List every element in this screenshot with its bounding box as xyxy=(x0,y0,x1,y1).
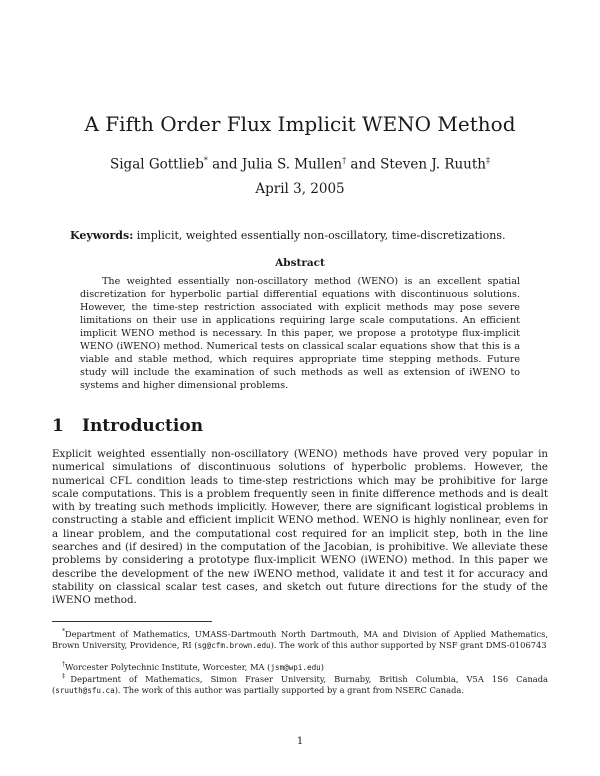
author-separator: and xyxy=(346,156,381,173)
keywords xyxy=(70,229,540,243)
section-number: 1 xyxy=(52,416,64,436)
footnote-mark: † xyxy=(62,661,65,668)
paper-title: A Fifth Order Flux Implicit WENO Method xyxy=(84,112,516,136)
keywords-text: implicit, weighted essentially non-oscillatory, time-discretizations. xyxy=(133,229,506,242)
footnote-3 xyxy=(52,671,548,696)
footnote-text: Department of Mathematics, UMASS-Dartmouth North Dartmouth, MA and Division of Applied Mathematics, Brown University, Providence, RI ( xyxy=(52,628,548,650)
footnote-rule xyxy=(52,621,212,622)
author-mark: † xyxy=(342,156,347,165)
keywords-label: Keywords: xyxy=(70,229,134,242)
footnote-text: ) xyxy=(320,661,324,672)
author-mark: * xyxy=(203,156,208,165)
footnote-text: ). The work of this author was partially supported by a grant from NSERC Canada. xyxy=(114,684,464,695)
introduction-body xyxy=(52,448,548,608)
paper-date: April 3, 2005 xyxy=(255,181,345,197)
footnote-text: Worcester Polytechnic Institute, Worcester, MA ( xyxy=(65,661,271,672)
footnote-mark: ‡ xyxy=(62,673,71,680)
author-line xyxy=(0,152,600,174)
abstract-body xyxy=(80,275,520,392)
abstract-heading: Abstract xyxy=(275,257,325,269)
footnote-email: jsm@wpi.edu xyxy=(270,662,321,672)
footnote-email: sg@cfm.brown.edu xyxy=(197,640,271,650)
footnote-1 xyxy=(52,626,548,651)
abstract-paragraph: The weighted essentially non-oscillatory method (WENO) is an excellent spatial discretization for hyperbolic partial differential equations with discontinuous solutions. However, the time-step restriction associated with explicit methods may pose severe limitations on their use in applications requiring large scale computations. An efficient implicit WENO method is necessary. In this paper, we propose a prototype flux-implicit WENO (iWENO) method. Numerical tests on classical scalar equations show that this is a viable and stable method, which requires appropriate time stepping methods. Future study will include the examination of such methods as well as extension of iWENO to systems and higher dimensional problems. xyxy=(80,276,520,391)
page-number: 1 xyxy=(296,736,304,747)
author-gottlieb: Sigal Gottlieb xyxy=(109,156,204,173)
footnote-email: sruuth@sfu.ca xyxy=(55,685,115,695)
footnote-text: ). The work of this author supported by NSF grant DMS-0106743 xyxy=(270,639,547,650)
section-title: Introduction xyxy=(82,416,204,436)
introduction-paragraph: Explicit weighted essentially non-oscillatory (WENO) methods have proved very popular in numerical simulations of discontinuous solutions of hyperbolic problems. However, the numerical CFL condition leads to time-step restrictions which may be prohibitive for large scale computations. This is a problem frequently seen in finite difference methods and is dealt with by treating such methods implicitly. However, there are significant logistical problems in constructing a stable and efficient implicit WENO method. WENO is highly nonlinear, even for a linear problem, and the computational cost required for an implicit step, both in the line searches and (if desired) in the computation of the Jacobian, is prohibitive. We alleviate these problems by considering a prototype flux-implicit WENO (iWENO) method. In this paper we describe the development of the new iWENO method, validate it and test it for accuracy and stability on classical scalar test cases, and sketch out future directions for the study of the iWENO method. xyxy=(52,448,548,607)
section-heading xyxy=(52,416,203,436)
author-ruuth: Steven J. Ruuth xyxy=(380,156,486,173)
footnote-text: Department of Mathematics, Simon Fraser University, Burnaby, British Columbia, V5A 1S6 Canada ( xyxy=(52,673,548,695)
footnote-mark: * xyxy=(62,628,65,635)
author-separator: and xyxy=(207,156,242,173)
author-mullen: Julia S. Mullen xyxy=(241,156,343,173)
author-mark: ‡ xyxy=(486,156,490,165)
